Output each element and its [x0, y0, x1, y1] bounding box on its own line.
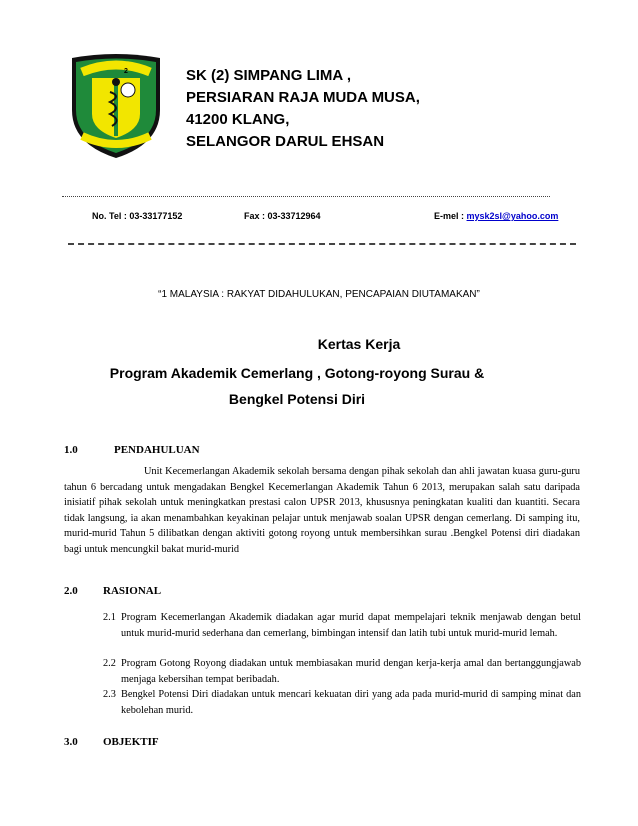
- crest-badge-text: 2: [124, 68, 128, 75]
- section-3-heading: OBJEKTIF: [103, 736, 159, 748]
- email-row: [434, 211, 558, 221]
- section-2-number: 2.0: [64, 585, 78, 597]
- section-1-heading: PENDAHULUAN: [114, 444, 200, 456]
- list-item-text: Bengkel Potensi Diri diadakan untuk mencari kekuatan diri yang ada pada murid-murid di samping minat dan kebolehan murid.: [121, 689, 581, 716]
- list-item: [103, 687, 581, 718]
- tel-number: No. Tel : 03-33177152: [92, 211, 183, 221]
- divider-top: [62, 196, 550, 197]
- slogan: “1 MALAYSIA : RAKYAT DIDAHULUKAN, PENCAPAIAN DIUTAMAKAN”: [158, 289, 480, 300]
- section-3-number: 3.0: [64, 736, 78, 748]
- address-line-2: PERSIARAN RAJA MUDA MUSA,: [186, 89, 420, 106]
- document-title: Kertas Kerja: [317, 336, 401, 352]
- list-item: [103, 610, 581, 641]
- address-line-3: 41200 KLANG,: [186, 111, 290, 128]
- section-1-paragraph: Unit Kecemerlangan Akademik sekolah bersama dengan pihak sekolah dan ahli jawatan kuasa guru-guru tahun 6 bercadang untuk mengadakan Bengkel Kecemerlangan Akademik Tahun 6 2013, merupakan salah satu daripada inisiatif pihak sekolah untuk meningkatkan prestasi calon UPSR 2013, khususnya peningkatan kualiti dan kuantiti. Secara tidak langsung, ia akan menambahkan keyakinan pelajar untuk menjawab soalan UPSR dengan cemerlang. Di samping itu, murid-murid Tahun 5 dilibatkan dengan aktiviti gotong royong untuk membersihkan surau .Bengkel Potensi diri diadakan bagi untuk mencungkil bakat murid-murid: [64, 466, 580, 555]
- fax-number: Fax : 03-33712964: [244, 211, 321, 221]
- section-2-heading: RASIONAL: [103, 585, 162, 597]
- address-line-1: SK (2) SIMPANG LIMA ,: [186, 67, 351, 84]
- email-label: E-mel :: [434, 211, 465, 221]
- school-crest-icon: [68, 52, 164, 162]
- section-1-number: 1.0: [64, 444, 78, 456]
- document-subtitle-1: Program Akademik Cemerlang , Gotong-royong Surau &: [109, 365, 485, 381]
- list-item: [103, 656, 581, 687]
- list-item-number: 2.2: [103, 658, 116, 669]
- address-line-4: SELANGOR DARUL EHSAN: [186, 133, 385, 150]
- divider-bottom: [68, 243, 576, 245]
- list-item-text: Program Gotong Royong diadakan untuk membiasakan murid dengan kerja-kerja amal dan bertanggungjawab menjaga kebersihan tempat beribadah.: [121, 658, 581, 685]
- list-item-text: Program Kecemerlangan Akademik diadakan agar murid dapat mempelajari teknik menjawab dengan betul untuk murid-murid sederhana dan cemerlang, bimbingan intensif dan latih tubi untuk murid-murid lemah.: [121, 612, 581, 639]
- list-item-number: 2.1: [103, 612, 116, 623]
- document-subtitle-2: Bengkel Potensi Diri: [228, 391, 366, 407]
- email-link[interactable]: mysk2sl@yahoo.com: [466, 211, 559, 221]
- list-item-number: 2.3: [103, 689, 116, 700]
